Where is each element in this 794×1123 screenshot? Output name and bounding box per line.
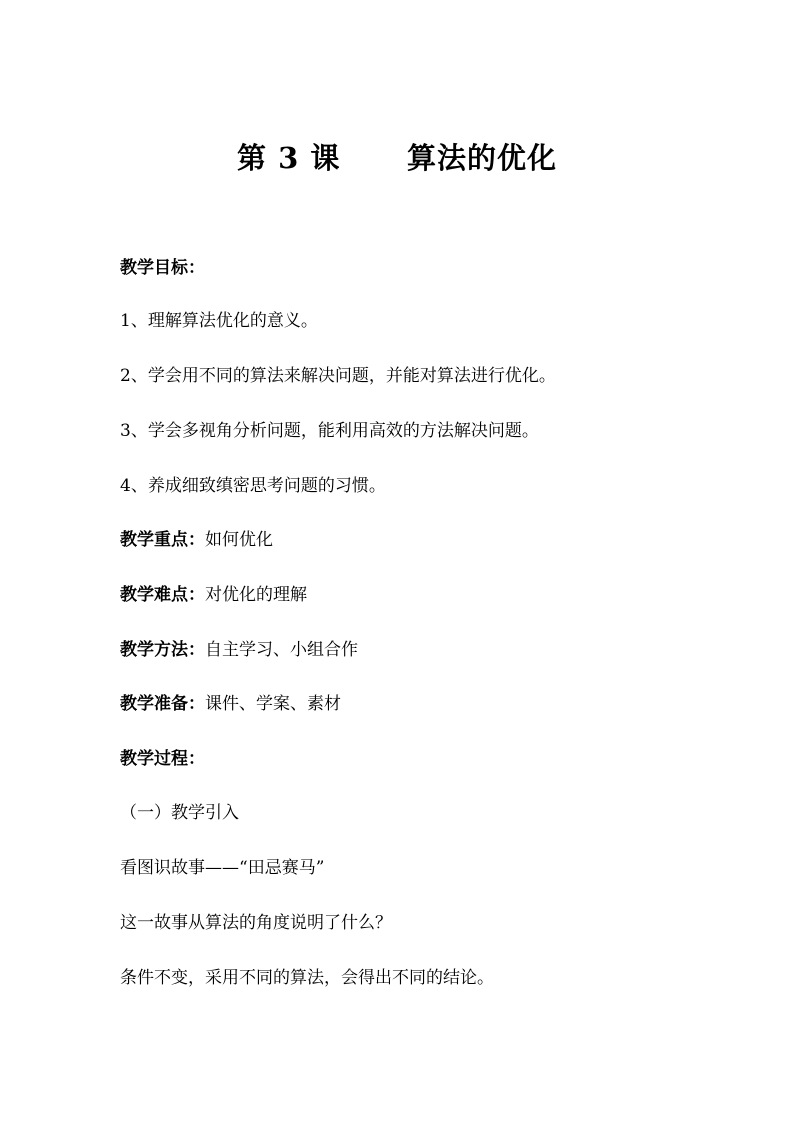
process-item-2: 看图识故事——“田忌赛马” <box>120 858 325 878</box>
key-point-label: 教学重点： <box>120 530 205 550</box>
difficulty-label: 教学难点： <box>120 585 205 605</box>
key-point-value: 如何优化 <box>205 530 273 550</box>
objective-item-2: 2、学会用不同的算法来解决问题，并能对算法进行优化。 <box>120 366 556 386</box>
process-item-1: （一）教学引入 <box>120 803 239 823</box>
key-point-row <box>120 529 273 551</box>
objective-item-1: 1、理解算法优化的意义。 <box>120 311 318 331</box>
process-heading: 教学过程： <box>120 749 205 769</box>
method-value: 自主学习、小组合作 <box>205 640 358 660</box>
preparation-value: 课件、学案、素材 <box>205 694 341 714</box>
difficulty-value: 对优化的理解 <box>205 585 307 605</box>
difficulty-row <box>120 584 307 606</box>
objectives-heading: 教学目标： <box>120 258 205 278</box>
objective-item-4: 4、养成细致缜密思考问题的习惯。 <box>120 476 386 496</box>
method-label: 教学方法： <box>120 640 205 660</box>
method-row <box>120 639 358 661</box>
document-title: 第 3 课 算法的优化 <box>237 141 557 175</box>
objective-item-3: 3、学会多视角分析问题，能利用高效的方法解决问题。 <box>120 421 539 441</box>
process-item-4: 条件不变，采用不同的算法，会得出不同的结论。 <box>120 968 494 988</box>
preparation-row <box>120 693 341 715</box>
preparation-label: 教学准备： <box>120 694 205 714</box>
process-item-3: 这一故事从算法的角度说明了什么？ <box>120 913 392 933</box>
